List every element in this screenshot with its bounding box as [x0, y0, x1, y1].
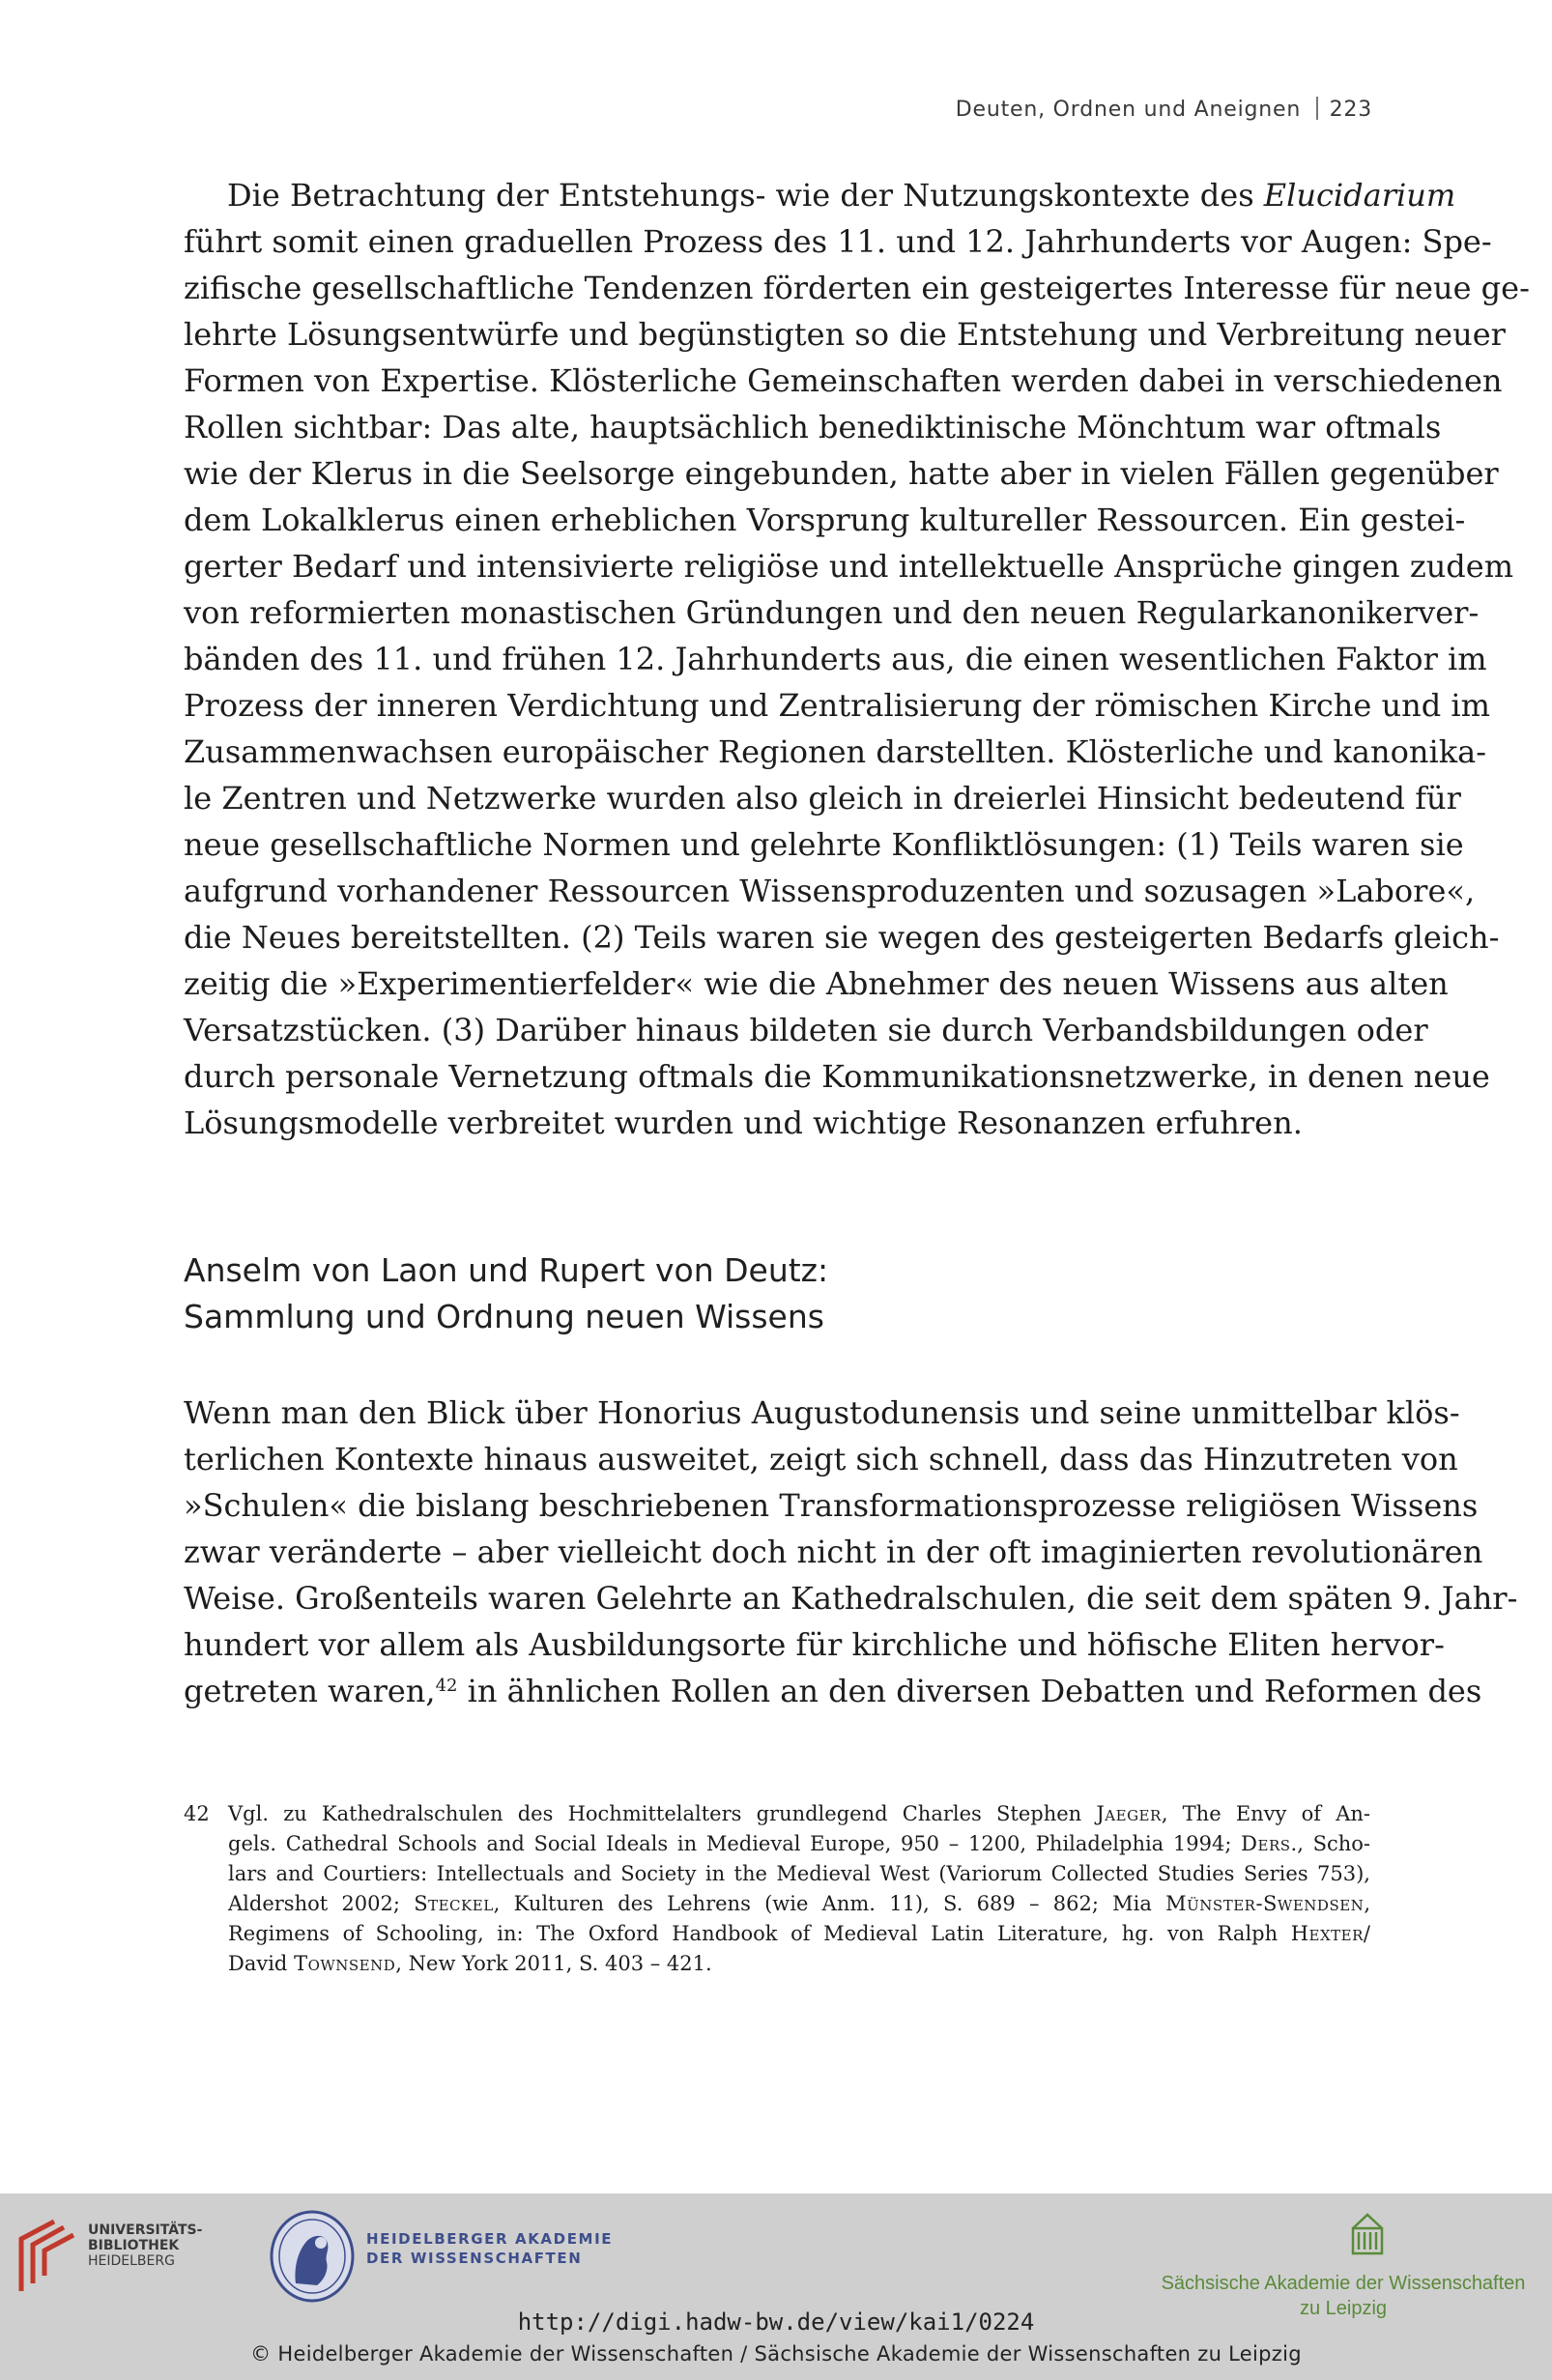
hadw-name-line: DER WISSENSCHAFTEN: [366, 2250, 583, 2267]
author-name: Münster-Swendsen: [1165, 1892, 1365, 1915]
author-name: Steckel: [414, 1892, 494, 1915]
text-line: Zusammenwachsen europäischer Regionen darstellten. Klösterliche und kanonika-: [184, 733, 1486, 770]
text-segment: ., Scho-: [1290, 1832, 1370, 1855]
text-line: Versatzstücken. (3) Darüber hinaus bildeten sie durch Verbandsbildungen oder: [184, 1012, 1428, 1048]
text-line: lehrte Lösungsentwürfe und begünstigten so die Entstehung und Verbreitung neuer: [184, 316, 1506, 353]
running-head-separator: [1316, 97, 1318, 120]
section-heading-line-1: Anselm von Laon und Rupert von Deutz:: [184, 1251, 829, 1289]
author-name: Jaeger: [1096, 1802, 1162, 1825]
text-line: le Zentren und Netzwerke wurden also gleich in dreierlei Hinsicht bedeutend für: [184, 780, 1461, 817]
text-segment: Vgl. zu Kathedralschulen des Hochmittelalters grundlegend Charles Stephen: [228, 1802, 1097, 1825]
text-line: dem Lokalklerus einen erheblichen Vorsprung kultureller Ressourcen. Ein gestei-: [184, 502, 1466, 538]
running-head-title: Deuten, Ordnen und Aneignen: [955, 98, 1302, 122]
text-segment: , New York 2011, S. 403 – 421.: [395, 1952, 712, 1975]
ub-name-line: UNIVERSITÄTS-: [88, 2222, 203, 2238]
text-segment: Aldershot 2002;: [228, 1892, 415, 1915]
saw-name-line: Sächsische Akademie der Wissenschaften: [1161, 2273, 1526, 2294]
text-line: Lösungsmodelle verbreitet wurden und wichtige Resonanzen erfuhren.: [184, 1104, 1303, 1141]
text-segment: gels. Cathedral Schools and Social Ideals in Medieval Europe, 950 – 1200, Philadelphia 1994;: [228, 1832, 1242, 1855]
footnote-line: [228, 1949, 1370, 1979]
ub-name-line: HEIDELBERG: [88, 2253, 175, 2269]
italic-title: Elucidarium: [1263, 177, 1456, 214]
text-line: führt somit einen graduellen Prozess des 11. und 12. Jahrhunderts vor Augen: Spe-: [184, 223, 1492, 260]
text-line: Formen von Expertise. Klösterliche Gemeinschaften werden dabei in verschiedenen: [184, 362, 1503, 399]
footnote-line: [228, 1889, 1370, 1919]
text-line: [184, 1668, 1482, 1714]
text-segment: /: [1363, 1922, 1370, 1945]
saxon-academy-logo-icon: [1349, 2211, 1386, 2257]
running-head: [0, 95, 1372, 126]
page-number: 223: [1329, 98, 1372, 122]
text-line: zwar veränderte – aber vielleicht doch nicht in der oft imaginierten revolutionären: [184, 1534, 1483, 1570]
footnote-line: [228, 1919, 1370, 1949]
text-line: Rollen sichtbar: Das alte, hauptsächlich benediktinische Mönchtum war oftmals: [184, 409, 1442, 445]
academy-seal-icon: [269, 2210, 356, 2303]
digitization-footer: [0, 2194, 1552, 2380]
text-line: »Schulen« die bislang beschriebenen Transformationsprozesse religiösen Wissens: [184, 1487, 1479, 1524]
text-line: zeitig die »Experimentierfelder« wie die Abnehmer des neuen Wissens aus alten: [184, 965, 1449, 1002]
text-line: bänden des 11. und frühen 12. Jahrhunderts aus, die einen wesentlichen Faktor im: [184, 641, 1487, 677]
text-line: Wenn man den Blick über Honorius Augustodunensis und seine unmittelbar klös-: [184, 1394, 1460, 1431]
text-segment: David: [228, 1952, 295, 1975]
text-line: wie der Klerus in die Seelsorge eingebunden, hatte aber in vielen Fällen gegenüber: [184, 455, 1499, 492]
author-name: Townsend: [294, 1952, 396, 1975]
text-segment: in ähnlichen Rollen an den diversen Debatten und Reformen des: [457, 1673, 1482, 1709]
text-line: von reformierten monastischen Gründungen und den neuen Regularkanonikerver-: [184, 594, 1480, 631]
section-heading-line-2: Sammlung und Ordnung neuen Wissens: [184, 1298, 824, 1335]
text-line: aufgrund vorhandener Ressourcen Wissensproduzenten und sozusagen »Labore«,: [184, 873, 1476, 909]
copyright-notice: © Heidelberger Akademie der Wissenschaften / Sächsische Akademie der Wissenschaften zu Leipzig: [250, 2342, 1302, 2366]
permalink-url[interactable]: http://digi.hadw-bw.de/view/kai1/0224: [517, 2308, 1035, 2336]
text-segment: getreten waren,: [184, 1673, 436, 1709]
university-library-logo-icon: [15, 2216, 79, 2293]
text-line: zifische gesellschaftliche Tendenzen förderten ein gesteigertes Interesse für neue ge-: [184, 270, 1530, 306]
footnote-line: [228, 1799, 1370, 1829]
ub-name-line: BIBLIOTHEK: [88, 2238, 180, 2253]
author-name: Hexter: [1290, 1922, 1364, 1945]
text-line: die Neues bereitstellten. (2) Teils waren sie wegen des gesteigerten Bedarfs gleich-: [184, 919, 1500, 956]
hadw-name-line: HEIDELBERGER AKADEMIE: [366, 2230, 614, 2248]
text-segment: ,: [1364, 1892, 1370, 1915]
text-segment: , Kulturen des Lehrens (wie Anm. 11), S. 689 – 862; Mia: [493, 1892, 1166, 1915]
text-line: durch personale Vernetzung oftmals die Kommunikationsnetzwerke, in denen neue: [184, 1058, 1490, 1095]
text-line: [227, 172, 1456, 218]
text-line: neue gesellschaftliche Normen und gelehrte Konfliktlösungen: (1) Teils waren sie: [184, 826, 1464, 863]
heidelberg-academy-name: [366, 2229, 613, 2268]
text-line: gerter Bedarf und intensivierte religiöse und intellektuelle Ansprüche gingen zudem: [184, 548, 1514, 585]
text-segment: , The Envy of An-: [1161, 1802, 1370, 1825]
footnote-line: [228, 1829, 1370, 1859]
footnote-line: lars and Courtiers: Intellectuals and Society in the Medieval West (Variorum Collected Studies Series 753),: [228, 1862, 1370, 1885]
text-segment: Die Betrachtung der Entstehungs- wie der Nutzungskontexte des: [227, 177, 1264, 214]
text-line: Prozess der inneren Verdichtung und Zentralisierung der römischen Kirche und im: [184, 687, 1490, 724]
university-library-name: [88, 2222, 202, 2269]
author-name: Ders: [1241, 1832, 1291, 1855]
footnote-reference[interactable]: 42: [435, 1676, 458, 1696]
text-segment: Regimens of Schooling, in: The Oxford Handbook of Medieval Latin Literature, hg. von Ralph: [228, 1922, 1291, 1945]
text-line: terlichen Kontexte hinaus ausweitet, zeigt sich schnell, dass das Hinzutreten von: [184, 1441, 1458, 1477]
text-line: Weise. Großenteils waren Gelehrte an Kathedralschulen, die seit dem späten 9. Jahr-: [184, 1580, 1518, 1617]
footnote-number: 42: [184, 1802, 210, 1825]
saw-name-line: zu Leipzig: [1299, 2298, 1388, 2319]
text-line: hundert vor allem als Ausbildungsorte für kirchliche und höfische Eliten hervor-: [184, 1626, 1445, 1663]
